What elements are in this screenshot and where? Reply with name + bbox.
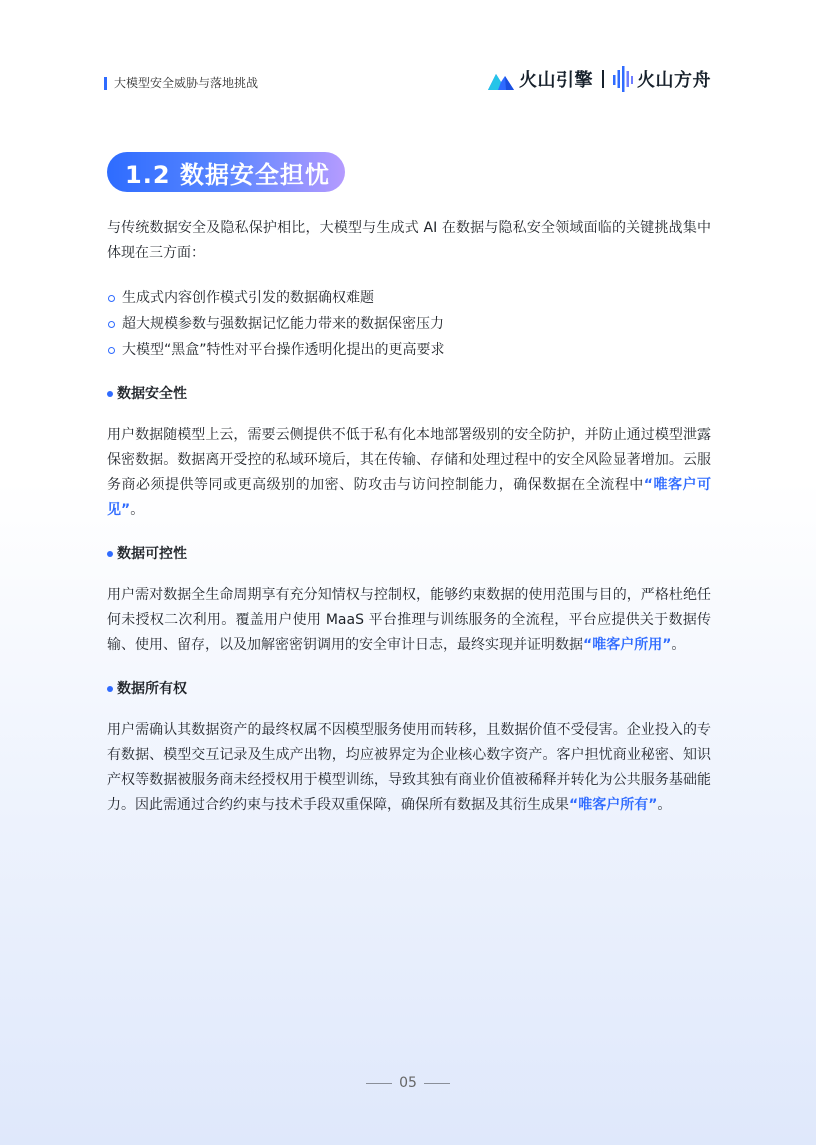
subsection-body-security: 用户数据随模型上云，需要云侧提供不低于私有化本地部署级别的安全防护，并防止通过模型泄露保密数据。数据离开受控的私域环境后，其在传输、存储和处理过程中的安全风险显著增加。云服务商必须提供等同或更高级别的加密、防攻击与访问控制能力，确保数据在全流程中“唯客户可见”。 xyxy=(107,427,711,518)
running-header-title: 大模型安全威胁与落地挑战 xyxy=(114,76,259,90)
bullet-dot-icon xyxy=(107,686,113,692)
footer-line-left xyxy=(366,1083,392,1084)
highlight-text: “唯客户所用” xyxy=(583,637,672,653)
subsection-heading-security: 数据安全性 xyxy=(107,383,711,405)
brand-name-volcengine: 火山引擎 xyxy=(519,70,593,91)
volcengine-logo-icon xyxy=(488,68,514,90)
page-number: 05 xyxy=(399,1075,417,1091)
bullet-dot-icon xyxy=(107,551,113,557)
subsection-body-controllability: 用户需对数据全生命周期享有充分知情权与控制权，能够约束数据的使用范围与目的，严格杜绝任何未授权二次利用。覆盖用户使用 MaaS 平台推理与训练服务的全流程，平台应提供关于数据传输、使用、留存，以及加解密密钥调用的安全审计日志，最终实现并证明数据“唯客户所用”。 xyxy=(107,587,711,653)
list-item: 超大规模参数与强数据记忆能力带来的数据保密压力 xyxy=(107,311,711,337)
bullet-dot-icon xyxy=(107,391,113,397)
subsection-heading-controllability: 数据可控性 xyxy=(107,543,711,565)
footer-line-right xyxy=(424,1083,450,1084)
list-item: 生成式内容创作模式引发的数据确权难题 xyxy=(107,285,711,311)
ark-logo-icon xyxy=(613,66,633,92)
header-accent-bar xyxy=(104,77,107,90)
main-content xyxy=(107,216,711,818)
subsection-body-ownership: 用户需确认其数据资产的最终权属不因模型服务使用而转移，且数据价值不受侵害。企业投入的专有数据、模型交互记录及生成产出物，均应被界定为企业核心数字资产。客户担忧商业秘密、知识产权等数据被服务商未经授权用于模型训练，导致其独有商业价值被稀释并转化为公共服务基础能力。因此需通过合约约束与技术手段双重保障，确保所有数据及其衍生成果“唯客户所有”。 xyxy=(107,722,711,813)
brand-logos xyxy=(488,64,711,94)
page-footer xyxy=(0,1075,816,1091)
section-title-pill xyxy=(107,152,345,192)
list-item: 大模型“黑盒”特性对平台操作透明化提出的更高要求 xyxy=(107,337,711,363)
highlight-text: “唯客户所有” xyxy=(569,797,658,813)
intro-paragraph: 与传统数据安全及隐私保护相比，大模型与生成式 AI 在数据与隐私安全领域面临的关键挑战集中体现在三方面： xyxy=(107,220,711,261)
brand-separator xyxy=(602,70,604,88)
bullet-ring-icon xyxy=(108,347,115,354)
highlight-text: “唯客户可见” xyxy=(107,477,711,518)
bullet-ring-icon xyxy=(108,295,115,302)
brand-name-ark: 火山方舟 xyxy=(637,70,711,91)
subsection-heading-ownership: 数据所有权 xyxy=(107,678,711,700)
bullet-ring-icon xyxy=(108,321,115,328)
challenge-list xyxy=(107,285,711,363)
section-title: 1.2 数据安全担忧 xyxy=(125,160,330,189)
